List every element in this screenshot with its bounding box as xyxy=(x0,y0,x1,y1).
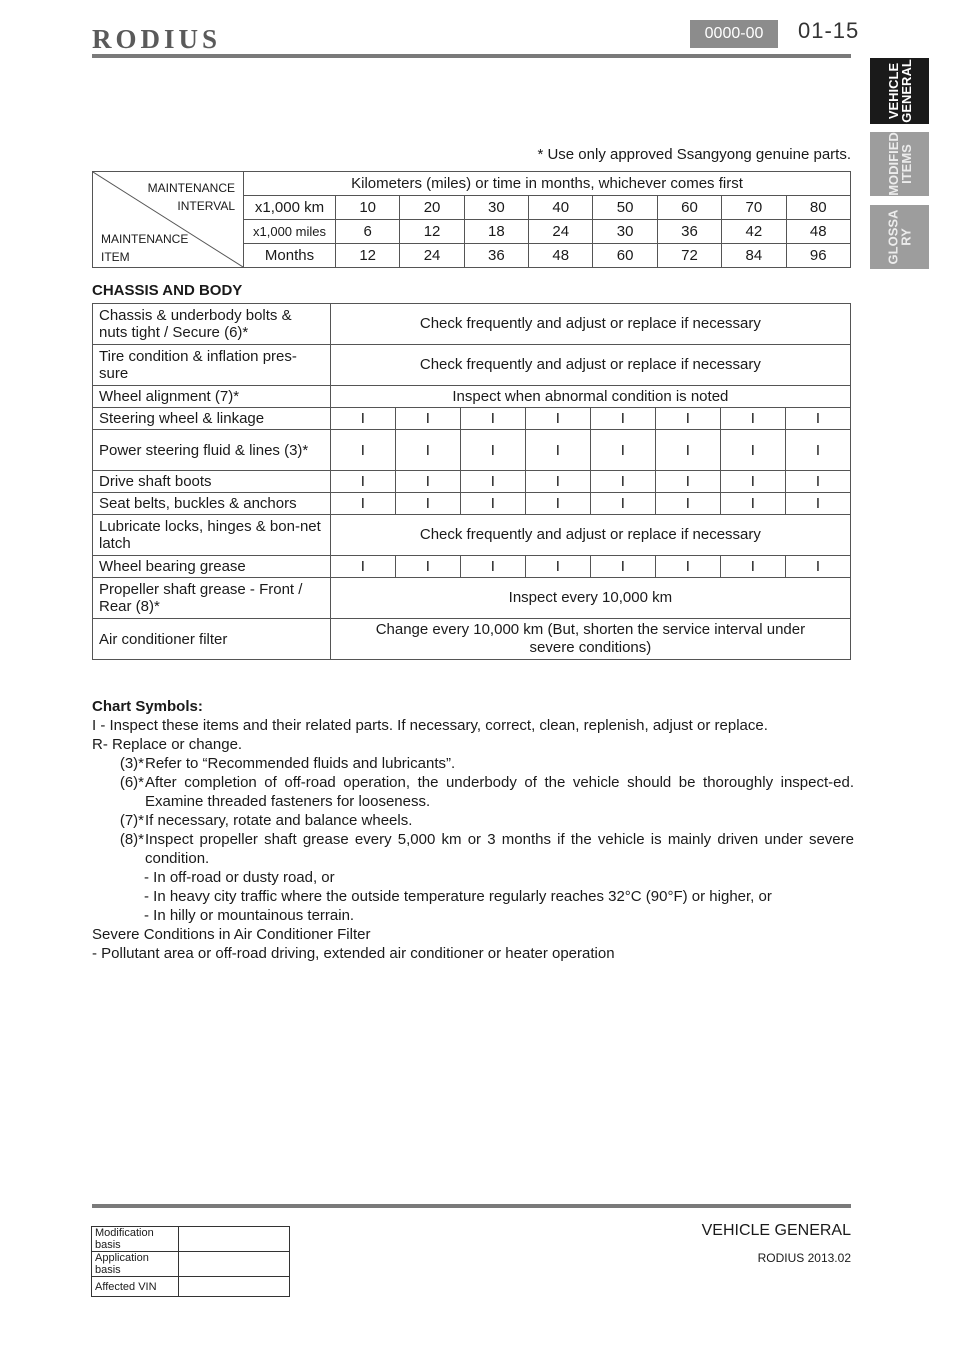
symbol-cell: I xyxy=(785,430,850,471)
symbol-cell: I xyxy=(720,493,785,515)
modification-basis-value xyxy=(179,1227,290,1252)
severe-text: - Pollutant area or off-road driving, extended air conditioner or heater operation xyxy=(92,945,615,962)
symbol-cell: I xyxy=(395,556,460,578)
table-row xyxy=(93,304,851,345)
interval-value: 60 xyxy=(657,196,721,220)
sub-condition: - In hilly or mountainous terrain. xyxy=(144,907,355,924)
table-row xyxy=(93,556,851,578)
interval-value: 42 xyxy=(722,220,786,244)
symbol-cell: I xyxy=(525,493,590,515)
interval-value: 12 xyxy=(400,220,464,244)
symbol-cell: I xyxy=(330,493,395,515)
interval-value: 70 xyxy=(722,196,786,220)
application-basis-value xyxy=(179,1252,290,1277)
footnote: (7)* If necessary, rotate and balance wheels. xyxy=(119,812,413,829)
chart-symbols-notes xyxy=(92,697,854,963)
item-name: Chassis & underbody bolts & nuts tight / Secure (6)* xyxy=(93,304,331,345)
tab-modified-items[interactable]: MODIFIED ITEMS xyxy=(870,132,929,196)
symbol-cell: I xyxy=(460,471,525,493)
interval-value: 60 xyxy=(593,244,657,268)
unit-label: x1,000 km xyxy=(244,196,336,220)
footnote: (8)* Inspect propeller shaft grease every 5,000 km or 3 months if the vehicle is mainly driven under severe condition. xyxy=(119,831,854,867)
symbol-r-line: R- Replace or change. xyxy=(92,736,243,753)
item-label: MAINTENANCE ITEM xyxy=(101,232,189,264)
interval-value: 6 xyxy=(336,220,400,244)
symbol-cell: I xyxy=(720,408,785,430)
sub-condition: - In heavy city traffic where the outside temperature regularly reaches 32°C (90°F) or higher, or xyxy=(144,888,772,905)
symbol-cell: I xyxy=(655,430,720,471)
table-row xyxy=(93,493,851,515)
affected-vin-value xyxy=(179,1277,290,1297)
symbol-cell: I xyxy=(590,430,655,471)
genuine-parts-note: * Use only approved Ssangyong genuine parts. xyxy=(537,146,851,163)
symbol-cell: I xyxy=(330,556,395,578)
symbol-cell: I xyxy=(460,430,525,471)
severe-title: Severe Conditions in Air Conditioner Filter xyxy=(92,926,371,943)
modification-table xyxy=(91,1226,290,1297)
symbol-cell: I xyxy=(525,430,590,471)
interval-value: 50 xyxy=(593,196,657,220)
item-instruction: Inspect every 10,000 km xyxy=(330,578,850,619)
interval-value: 30 xyxy=(464,196,528,220)
item-name: Power steering fluid & lines (3)* xyxy=(93,430,331,471)
symbol-cell: I xyxy=(460,493,525,515)
interval-value: 36 xyxy=(464,244,528,268)
footer-title: VEHICLE GENERAL xyxy=(701,1222,851,1239)
item-name: Air conditioner filter xyxy=(93,619,331,660)
section-code: 0000-00 xyxy=(690,20,778,48)
table-row xyxy=(93,386,851,408)
interval-value: 18 xyxy=(464,220,528,244)
symbol-cell: I xyxy=(655,408,720,430)
symbols-title: Chart Symbols: xyxy=(92,698,203,715)
table-row xyxy=(93,619,851,660)
footer-version: RODIUS 2013.02 xyxy=(757,1251,851,1265)
page-number: 01-15 xyxy=(798,18,860,43)
sub-condition: - In off-road or dusty road, or xyxy=(144,869,335,886)
symbol-cell: I xyxy=(395,408,460,430)
symbol-i-line: I - Inspect these items and their related parts. If necessary, correct, clean, replenish, adjust or replace. xyxy=(92,717,768,734)
symbol-cell: I xyxy=(460,556,525,578)
interval-value: 84 xyxy=(722,244,786,268)
table-row xyxy=(93,515,851,556)
item-name: Wheel bearing grease xyxy=(93,556,331,578)
symbol-cell: I xyxy=(395,493,460,515)
interval-value: 12 xyxy=(336,244,400,268)
table-row xyxy=(92,1252,290,1277)
symbol-cell: I xyxy=(395,430,460,471)
symbol-cell: I xyxy=(395,471,460,493)
item-instruction: Inspect when abnormal condition is noted xyxy=(330,386,850,408)
symbol-cell: I xyxy=(330,471,395,493)
unit-label: Months xyxy=(244,244,336,268)
table-row xyxy=(93,408,851,430)
symbol-cell: I xyxy=(785,471,850,493)
symbol-cell: I xyxy=(525,556,590,578)
maintenance-interval-table xyxy=(92,171,851,268)
symbol-cell: I xyxy=(720,556,785,578)
symbol-cell: I xyxy=(655,471,720,493)
chassis-body-table xyxy=(92,303,851,660)
interval-value: 72 xyxy=(657,244,721,268)
symbol-cell: I xyxy=(590,471,655,493)
table-row xyxy=(93,471,851,493)
symbol-cell: I xyxy=(525,471,590,493)
brand-logo: RODIUS xyxy=(92,24,222,54)
affected-vin-label: Affected VIN xyxy=(92,1277,179,1297)
item-name: Propeller shaft grease - Front / Rear (8)* xyxy=(93,578,331,619)
interval-value: 48 xyxy=(529,244,593,268)
interval-value: 30 xyxy=(593,220,657,244)
section-title: CHASSIS AND BODY xyxy=(92,282,243,299)
item-name: Steering wheel & linkage xyxy=(93,408,331,430)
interval-value: 24 xyxy=(400,244,464,268)
symbol-cell: I xyxy=(460,408,525,430)
item-instruction: Check frequently and adjust or replace if necessary xyxy=(330,345,850,386)
symbol-cell: I xyxy=(720,430,785,471)
footnote: (3)* Refer to “Recommended fluids and lubricants”. xyxy=(119,755,456,772)
interval-label: MAINTENANCE INTERVAL xyxy=(147,181,235,213)
symbol-cell: I xyxy=(785,408,850,430)
interval-value: 96 xyxy=(786,244,850,268)
table-row xyxy=(92,1277,290,1297)
interval-value: 40 xyxy=(529,196,593,220)
unit-label: x1,000 miles xyxy=(244,220,336,244)
table-row xyxy=(92,1227,290,1252)
symbol-cell: I xyxy=(330,430,395,471)
interval-value: 36 xyxy=(657,220,721,244)
footer-rule xyxy=(92,1204,851,1208)
item-instruction: Check frequently and adjust or replace if necessary xyxy=(330,304,850,345)
symbol-cell: I xyxy=(330,408,395,430)
item-instruction: Check frequently and adjust or replace if necessary xyxy=(330,515,850,556)
application-basis-label: Application basis xyxy=(92,1252,179,1277)
interval-value: 48 xyxy=(786,220,850,244)
tab-glossary[interactable]: GLOSSA RY xyxy=(870,205,929,269)
diagonal-header-cell xyxy=(93,172,244,268)
interval-header: Kilometers (miles) or time in months, whichever comes first xyxy=(244,172,851,196)
modification-basis-label: Modification basis xyxy=(92,1227,179,1252)
interval-value: 10 xyxy=(336,196,400,220)
table-row xyxy=(93,578,851,619)
interval-value: 24 xyxy=(529,220,593,244)
symbol-cell: I xyxy=(525,408,590,430)
item-name: Drive shaft boots xyxy=(93,471,331,493)
header-rule xyxy=(92,54,851,58)
item-name: Seat belts, buckles & anchors xyxy=(93,493,331,515)
symbol-cell: I xyxy=(590,493,655,515)
symbol-cell: I xyxy=(655,493,720,515)
table-row xyxy=(93,345,851,386)
symbol-cell: I xyxy=(720,471,785,493)
symbol-cell: I xyxy=(590,556,655,578)
interval-value: 20 xyxy=(400,196,464,220)
footnote: (6)* After completion of off-road operation, the underbody of the vehicle should be thoroughly inspect-ed. Examine threaded fasteners for looseness. xyxy=(119,774,854,810)
item-name: Wheel alignment (7)* xyxy=(93,386,331,408)
item-name: Tire condition & inflation pres-sure xyxy=(93,345,331,386)
symbol-cell: I xyxy=(590,408,655,430)
symbol-cell: I xyxy=(655,556,720,578)
item-name: Lubricate locks, hinges & bon-net latch xyxy=(93,515,331,556)
tab-vehicle-general[interactable]: VEHICLE GENERAL xyxy=(870,58,929,124)
interval-value: 80 xyxy=(786,196,850,220)
symbol-cell: I xyxy=(785,493,850,515)
table-row xyxy=(93,430,851,471)
symbol-cell: I xyxy=(785,556,850,578)
item-instruction: Change every 10,000 km (But, shorten the service interval under severe conditions) xyxy=(330,619,850,660)
